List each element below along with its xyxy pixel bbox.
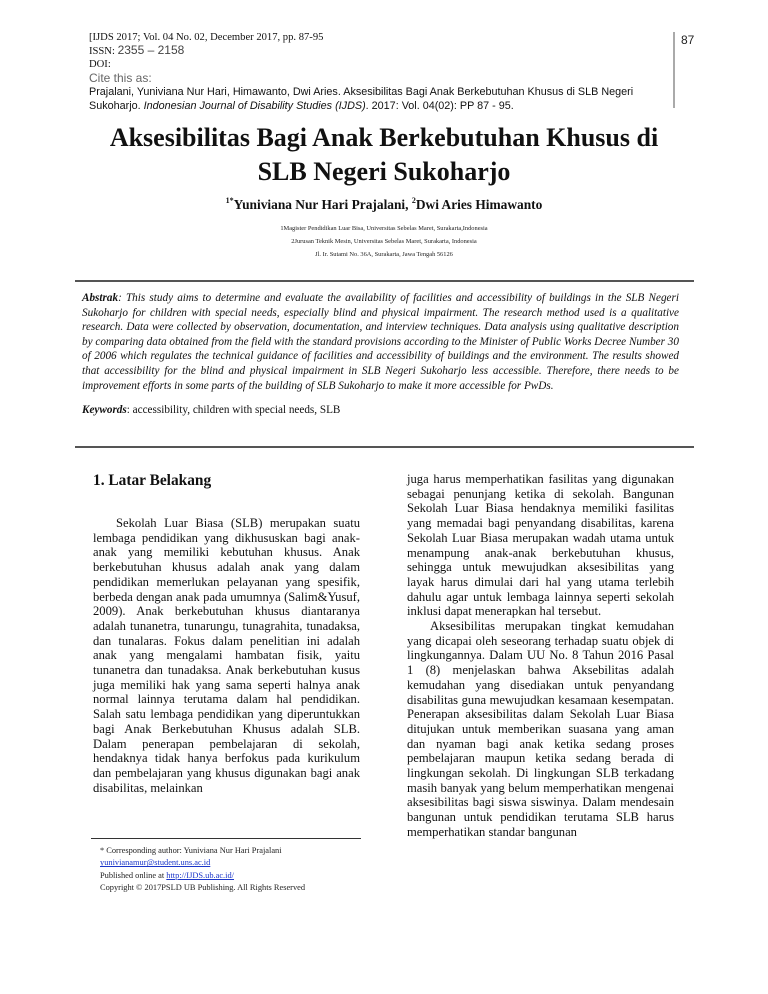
author2-name: Dwi Aries Himawanto: [415, 197, 543, 212]
affiliation-address: Jl. Ir. Sutami No. 36A, Surakarta, Jawa Tengah 56126: [315, 251, 453, 258]
published-online: [100, 870, 370, 882]
header-separator: [673, 32, 675, 108]
citation-journal: Indonesian Journal of Disability Studies (IJDS): [143, 100, 366, 112]
author2-marker: 2: [411, 196, 416, 205]
issn-value: 2355 – 2158: [117, 43, 185, 57]
abstract-label: Abstrak: [82, 292, 119, 304]
author1-name: Yuniviana Nur Hari Prajalani,: [233, 197, 412, 212]
title-line-2: SLB Negeri Sukoharjo: [257, 157, 511, 186]
corresponding-author: * Corresponding author: Yuniviana Nur Hari Prajalani: [100, 846, 282, 855]
keywords: [82, 404, 679, 416]
journal-header: [89, 31, 649, 113]
author-email-link[interactable]: yunivianamur@student.uns.ac.id: [100, 858, 211, 868]
issn-label: ISSN:: [89, 46, 118, 57]
abstract-top-rule: [75, 280, 694, 282]
right-column: [407, 472, 674, 840]
citation-authors-title: Prajalani, Yuniviana Nur Hari, Himawanto, Dwi Aries. Aksesibilitas Bagi Anak Berkebutuhan Khusus di SLB Negeri Sukoharjo.: [89, 86, 634, 112]
affiliation-1: 1Magister Pendidikan Luar Bisa, Universitas Sebelas Maret, Surakarta,Indonesia: [280, 225, 488, 232]
paper-title: [60, 121, 708, 189]
left-column: [93, 516, 360, 795]
footnote: [100, 845, 370, 895]
journal-issue-line: [IJDS 2017; Vol. 04 No. 02, December 2017, pp. 87-95: [89, 32, 324, 43]
abstract: [82, 291, 679, 393]
doi-label: DOI:: [89, 59, 111, 70]
journal-url-link[interactable]: http://IJDS.ub.ac.id/: [166, 870, 234, 880]
section-heading: 1. Latar Belakang: [93, 472, 212, 489]
cite-label: Cite this as:: [89, 71, 152, 85]
authors: [60, 196, 708, 213]
author1-marker: 1*: [225, 196, 234, 205]
keywords-label: Keywords: [82, 404, 127, 416]
body-paragraph: juga harus memperhatikan fasilitas yang digunakan sebagai penunjang ketika di sekolah. Bangunan Sekolah Luar Biasa hendaknya memiliki fasilitas yang memadai bagi penyandang disabilitas, karena Sekolah Luar Biasa merupakan wadah utama untuk menampung anak-anak berkebutuhan khusus, sehingga untuk mewujudkan aksesibilitas yang layak harus dimulai dari hal yang utama terlebih dahulu agar untuk lembaga lainnya seperti sekolah inklusi dapat menerapkan hal tersebut.: [407, 472, 674, 619]
published-label: Published online at: [100, 870, 167, 880]
body-paragraph: Sekolah Luar Biasa (SLB) merupakan suatu lembaga pendidikan yang dikhususkan bagi anak-anak yang memiliki kebutuhan khusus. Anak berkebutuhan khusus adalah anak yang dalam pendidikan memerlukan pelayanan yang spesifik, berbeda dengan anak pada umumnya (Salim&Yusuf, 2009). Anak berkebutuhan khusus diantaranya adalah tunanetra, tunarungu, tunagrahita, tunadaksa, dan tunalaras. Fokus dalam penelitian ini adalah anak yang mengalami hambatan fisik, yaitu tunanetra dan tunadaksa. Anak berkebutuhan kusus juga memiliki hak yang sama seperti halnya anak normal lainnya terutama dalam hal pendidikan. Salah satu lembaga pendidikan yang diperuntukkan bagi Anak Berkebutuhan Khusus adalah SLB. Dalam penerapan pembelajaran di sekolah, hendaknya tidak hanya berfokus pada kurikulum dan pembelajaran yang khusus digunakan bagi anak disabilitas, melainkan: [93, 516, 360, 795]
abstract-text: : This study aims to determine and evaluate the availability of facilities and accessibility of buildings in the SLB Negeri Sukoharjo for children with special needs, especially blind and physical impairment. The research method used is a qualitative research. Data were collected by observation, documentation, and interview techniques. Data analysis using qualitative description by comparing data obtained from the field with the standard provisions according to the Minister of Public Works Decree Number 30 of 2006 which regulates the technical guidance of facilities and accessibility of buildings and the environment. The results showed that accessibility for the blind and physical impairment in SLB Negeri Sukoharjo less accessible. Therefore, there needs to be improvement efforts in some parts of the building of SLB Sukoharjo to make it more accessible for PwDs.: [82, 292, 679, 392]
citation-volume: . 2017: Vol. 04(02): PP 87 - 95.: [365, 100, 514, 112]
affiliation-2: 2Jurusan Teknik Mesin, Universitas Sebelas Maret, Surakarta, Indonesia: [291, 238, 477, 245]
footnote-rule: [91, 838, 361, 839]
abstract-bottom-rule: [75, 446, 694, 448]
body-paragraph: Aksesibilitas merupakan tingkat kemudahan yang dicapai oleh seseorang terhadap suatu objek di lingkungannya. Dalam UU No. 8 Tahun 2016 Pasal 1 (8) menjelaskan bahwa Aksebilitas adalah kemudahan yang disediakan untuk penyandang disabilitas guna mewujudkan kesamaan kesempatan. Penerapan aksesibilitas dalam Sekolah Luar Biasa ditujukan untuk memberikan suasana yang aman dan nyaman bagi anak ketika sedang proses pembelajaran maupun ketika sedang berada di lingkungan sekolah. Di lingkungan SLB terkadang masih banyak yang belum memperhatikan mengenai aksesibilitas bagi siswa siswinya. Dalam mendesain bangunan untuk pendidikan terutama SLB harus memperhatikan standar bangunan: [407, 619, 674, 839]
keywords-text: : accessibility, children with special needs, SLB: [126, 404, 341, 416]
page-number: 87: [681, 33, 695, 47]
citation: [89, 85, 649, 113]
copyright: Copyright © 2017PSLD UB Publishing. All Rights Reserved: [100, 883, 306, 893]
issn-line: [89, 44, 649, 58]
title-line-1: Aksesibilitas Bagi Anak Berkebutuhan Khusus di: [109, 123, 659, 152]
